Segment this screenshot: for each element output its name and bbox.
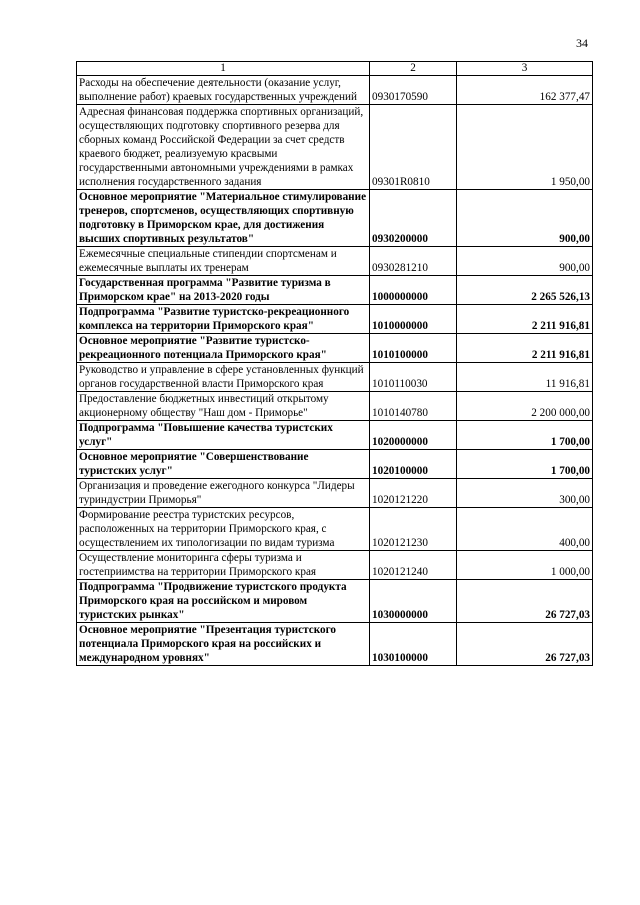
column-header-amount: 3 <box>457 62 593 76</box>
table-row <box>77 450 593 479</box>
row-amount-cell: 162 377,47 <box>457 76 593 105</box>
budget-table <box>76 61 593 666</box>
row-amount-cell: 1 700,00 <box>457 450 593 479</box>
row-code-cell: 1000000000 <box>370 276 457 305</box>
row-name-cell: Основное мероприятие "Материальное стимулирование тренеров, спортсменов, осуществляющих спортивную подготовку в Приморском крае, для достижения высших спортивных результатов" <box>77 190 370 247</box>
row-name-cell: Предоставление бюджетных инвестиций открытому акционерному обществу "Наш дом - Приморье" <box>77 392 370 421</box>
row-amount-cell: 26 727,03 <box>457 623 593 666</box>
row-name-cell: Основное мероприятие "Развитие туристско-рекреационного потенциала Приморского края" <box>77 334 370 363</box>
row-code-cell: 09301R0810 <box>370 105 457 190</box>
row-amount-cell: 1 700,00 <box>457 421 593 450</box>
row-code-cell: 0930170590 <box>370 76 457 105</box>
table-row <box>77 334 593 363</box>
row-amount-cell: 300,00 <box>457 479 593 508</box>
table-row <box>77 276 593 305</box>
row-code-cell: 1020121220 <box>370 479 457 508</box>
row-name-cell: Подпрограмма "Продвижение туристского продукта Приморского края на российском и мировом туристских рынках" <box>77 580 370 623</box>
table-row <box>77 105 593 190</box>
row-name-cell: Организация и проведение ежегодного конкурса "Лидеры туриндустрии Приморья" <box>77 479 370 508</box>
row-code-cell: 1030000000 <box>370 580 457 623</box>
table-row <box>77 421 593 450</box>
row-name-cell: Адресная финансовая поддержка спортивных организаций, осуществляющих подготовку спортивного резерва для сборных команд Российской Федерации за счет средств краевого бюджет, реализуемую красвыми государственными автономными учреждениями в рамках исполнения государственного задания <box>77 105 370 190</box>
row-amount-cell: 1 000,00 <box>457 551 593 580</box>
table-row <box>77 76 593 105</box>
row-name-cell: Расходы на обеспечение деятельности (оказание услуг, выполнение работ) краевых государственных учреждений <box>77 76 370 105</box>
row-code-cell: 1020121240 <box>370 551 457 580</box>
table-row <box>77 392 593 421</box>
table-row <box>77 580 593 623</box>
row-amount-cell: 2 211 916,81 <box>457 305 593 334</box>
table-row <box>77 247 593 276</box>
row-name-cell: Подпрограмма "Развитие туристско-рекреационного комплекса на территории Приморского края" <box>77 305 370 334</box>
row-name-cell: Подпрограмма "Повышение качества туристских услуг" <box>77 421 370 450</box>
table-header-row <box>77 62 593 76</box>
table-row <box>77 623 593 666</box>
row-name-cell: Ежемесячные специальные стипендии спортсменам и ежемесячные выплаты их тренерам <box>77 247 370 276</box>
row-amount-cell: 11 916,81 <box>457 363 593 392</box>
column-header-code: 2 <box>370 62 457 76</box>
row-name-cell: Основное мероприятие "Презентация туристского потенциала Приморского края на российских и международном уровнях" <box>77 623 370 666</box>
row-amount-cell: 400,00 <box>457 508 593 551</box>
row-code-cell: 0930200000 <box>370 190 457 247</box>
row-code-cell: 1010100000 <box>370 334 457 363</box>
row-code-cell: 1020100000 <box>370 450 457 479</box>
row-amount-cell: 2 211 916,81 <box>457 334 593 363</box>
row-name-cell: Формирование реестра туристских ресурсов, расположенных на территории Приморского края, с осуществлением их типологизации по видам туризма <box>77 508 370 551</box>
row-amount-cell: 900,00 <box>457 247 593 276</box>
table-row <box>77 479 593 508</box>
row-code-cell: 0930281210 <box>370 247 457 276</box>
row-code-cell: 1010110030 <box>370 363 457 392</box>
table-row <box>77 508 593 551</box>
row-code-cell: 1010140780 <box>370 392 457 421</box>
row-amount-cell: 900,00 <box>457 190 593 247</box>
table-row <box>77 551 593 580</box>
row-name-cell: Государственная программа "Развитие туризма в Приморском крае" на 2013-2020 годы <box>77 276 370 305</box>
table-row <box>77 305 593 334</box>
row-amount-cell: 1 950,00 <box>457 105 593 190</box>
row-amount-cell: 2 265 526,13 <box>457 276 593 305</box>
table-row <box>77 363 593 392</box>
row-name-cell: Основное мероприятие "Совершенствование туристских услуг" <box>77 450 370 479</box>
column-header-name: 1 <box>77 62 370 76</box>
page-number: 34 <box>576 36 588 50</box>
row-code-cell: 1020000000 <box>370 421 457 450</box>
row-amount-cell: 2 200 000,00 <box>457 392 593 421</box>
row-name-cell: Руководство и управление в сфере установленных функций органов государственной власти Приморского края <box>77 363 370 392</box>
table-row <box>77 190 593 247</box>
row-code-cell: 1020121230 <box>370 508 457 551</box>
row-name-cell: Осуществление мониторинга сферы туризма и гостеприимства на территории Приморского края <box>77 551 370 580</box>
row-code-cell: 1030100000 <box>370 623 457 666</box>
row-code-cell: 1010000000 <box>370 305 457 334</box>
row-amount-cell: 26 727,03 <box>457 580 593 623</box>
